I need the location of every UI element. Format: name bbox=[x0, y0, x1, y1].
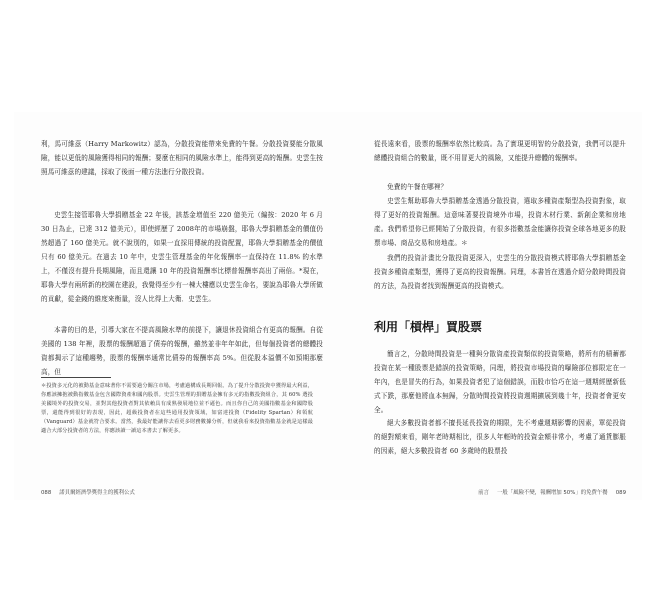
section-heading: 利用「槓桿」買股票 bbox=[374, 320, 483, 334]
right-paragraph-4: 簡言之，分散時間投資是一種與分散資產投資類似的投資策略，將所有的積蓄都投資在某一種股票是錯誤的投資策略，同理，將投資市場投資的曝險部位都限定在一年內，也是冒失的行為，如果投資者犯了這個錯誤，而股市恰巧在這一週期經歷新低式下跌，那麼他將血本無歸，分散時間投資將投資週期擴展到幾十年，投資者會更安全。 bbox=[374, 350, 626, 414]
footnote: ＊投資多元化的被動基金意味著你不需要過分關注市場，考慮過構成長期回報。為了提升分散投資中獲得最大利益，你應該擁抱被動指數基金包含國際資產和國內股票。史雲生管理的捐贈基金擁有多元的指數投資組合，其 60% 選投美國境外的投資交易，並對其他投資者對其依賴具有成熟發展地位並不遜色。而且你自己的美國指數基金和國際股票，還能得到很好的表現，因此，超級投資者在這些通用投資領域，如富達投資（Fidelity Spartan）和領航（Vanguard）基金就符合要求。當然，我最好能讓你去看更多財務數據分析，但就我看來投資指數基金就是這樣最適合大部分投資者的方法，你應該讀一讀這本書去了解更多。 bbox=[41, 383, 313, 434]
right-running-title: 一般「風險不變，報酬增加 50%」的免費午餐 bbox=[496, 490, 608, 496]
right-question: 免費的午餐在哪裡？ bbox=[387, 183, 448, 191]
right-paragraph-5: 絕大多數投資者都不擅長延長投資的期限，先不考慮週期影響的因素，單從投資的絕對額來看，剛年老時期相比，很多人年輕時的投資金額非常小，考慮了通貨膨脹的因素，絕大多數投資者 60 多歲時的股票投 bbox=[374, 419, 626, 455]
right-paragraph-3: 我們的投資計畫比分散投資更深入，史雲生的分散投資模式將耶魯大學捐贈基金投資多種資產類型，獲得了更高的投資報酬。同理，本書旨在透過介紹分散時間投資的方法，為投資者找到報酬更高的投資模式。 bbox=[374, 254, 626, 290]
left-paragraph-3: 本書的目的是，引導大家在不提高風險水準的前提下，讓退休投資組合有更高的報酬。自從美國的 138 年裡，股票的報酬超過了債券的報酬，雖然並非年年如此，但每個投資者的總體投資都揭示了這種趨勢，股票的報酬率通常比債券的報酬率高 5%。但從股本溢價不如預期那麼高，但 bbox=[41, 326, 323, 376]
left-paragraph-2: 史雲生接管耶魯大學捐贈基金 22 年後，該基金增值至 220 億美元（編按：2020 年 6 月 30 日為止，已達 312 億美元），即使經歷了 2008年的市場崩盤，耶魯大學捐贈基金的價值仍然超過了 160 億美元。就不說別的，如果一直採用傳統的投資配置，耶魯大學捐贈基金的價值只有 60 億美元。在過去 10 年中，史雲生管理基金的年化報酬率一直保持在 11.8% 的水準上，不僅沒有提升長期風險，而且還讓 10 年的投資報酬率比標普報酬率高出了兩倍。*現在，耶魯大學有兩所新的校園在建設，我覺得至少有一棟大樓應以史雲生命名，要說為耶魯大學所做的貢獻，從金錢的維度來衡量，沒人比得上大衛．史雲生。 bbox=[41, 211, 323, 303]
footnote-divider bbox=[41, 377, 111, 378]
right-paragraph-2: 史雲生幫助耶魯大學捐贈基金透過分散投資，選取多種資產類型為投資對象，取得了更好的投資報酬。這意味著要投資境外市場，投資木材行業、新創企業和房地產。我們希望你已經開始了分散投資，有很多指數基金能讓你投資全球各地更多的股票市場、商品交易和房地產。＊ bbox=[374, 197, 626, 247]
right-page-number: 089 bbox=[615, 490, 626, 496]
right-section-label: 前言 bbox=[478, 490, 489, 496]
book-spread bbox=[14, 112, 642, 500]
left-folio bbox=[41, 489, 135, 497]
left-paragraph-1: 利，馬可維茲（Harry Markowitz）認為，分散投資能帶來免費的午餐。分散投資要能分散風險，能以更低的風險獲得相同的報酬；要麼在相同的風險水準上，能得到更高的報酬。史雲生按照馬可維茲的建議，採取了後面一種方法進行分散投資。 bbox=[41, 140, 323, 176]
right-folio bbox=[478, 489, 626, 497]
left-running-title: 諾貝爾經濟學獎得主的獲利公式 bbox=[59, 490, 135, 496]
left-page-number: 088 bbox=[41, 490, 52, 496]
right-paragraph-1: 從長遠來看，股票的報酬率依然比較高。為了實現更明智的分散投資，我們可以提升總體投資組合的數量，既不用冒更大的風險，又能提升總體的報酬率。 bbox=[374, 140, 626, 162]
